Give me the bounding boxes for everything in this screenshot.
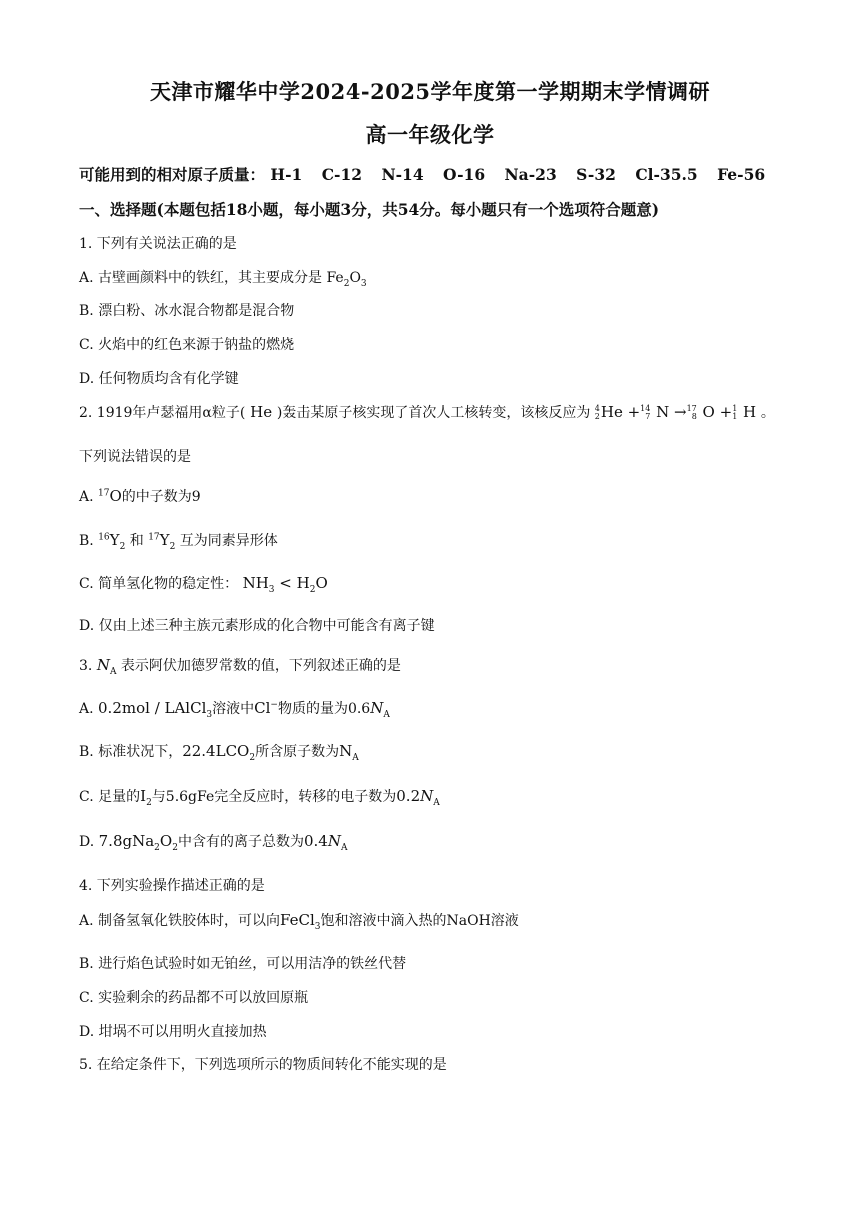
q4-option-b: B. 进行焰色试验时如无铂丝，可以用洁净的铁丝代替 bbox=[79, 956, 407, 972]
q3-option-d: D. $7.8gNa_2O_2$中含有的离子总数为$0.4N_A$ bbox=[79, 832, 348, 853]
q3-option-c: C. 足量的$I_2$与5.6gFe完全反应时，转移的电子数为$0.2N_A$ bbox=[79, 787, 440, 808]
nuclear-equation: 4 2 He + 14 7 N → 17 8 O + 1 1 H bbox=[594, 403, 761, 421]
q5-stem: 5. 在给定条件下，下列选项所示的物质间转化不能实现的是 bbox=[79, 1057, 447, 1073]
q4-stem: 4. 下列实验操作描述正确的是 bbox=[79, 878, 265, 894]
q2-option-c: C. 简单氢化物的稳定性： $NH_3 < H_2O$ bbox=[79, 574, 328, 595]
q4-option-a: A. 制备氢氧化铁胶体时，可以向FeCl$_3$饱和溶液中滴入热的NaOH溶液 bbox=[79, 911, 519, 932]
q3-stem: 3. $N_A$ 表示阿伏加德罗常数的值，下列叙述正确的是 bbox=[79, 656, 401, 677]
mass-item: Fe-56 bbox=[717, 165, 766, 184]
atomic-masses bbox=[79, 163, 779, 185]
q1-option-d: D. 任何物质均含有化学键 bbox=[79, 371, 239, 387]
mass-item: Cl-35.5 bbox=[635, 165, 698, 184]
mass-item: Na-23 bbox=[504, 165, 557, 184]
q1-option-b: B. 漂白粉、冰水混合物都是混合物 bbox=[79, 303, 295, 319]
q1-option-c: C. 火焰中的红色来源于钠盐的燃烧 bbox=[79, 337, 295, 353]
section-heading: 一、选择题(本题包括18小题，每小题3分，共54分。每小题只有一个选项符合题意) bbox=[79, 200, 660, 219]
q1-stem: 1. 下列有关说法正确的是 bbox=[79, 236, 237, 252]
mass-item: N-14 bbox=[381, 165, 424, 184]
page-title: 天津市耀华中学2024-2025学年度第一学期期末学情调研 bbox=[149, 79, 711, 104]
q4-option-d: D. 坩埚不可以用明火直接加热 bbox=[79, 1024, 267, 1040]
mass-item: C-12 bbox=[321, 165, 363, 184]
q2-option-b: B. $^{16}Y_2$ 和 $^{17}Y_2$ 互为同素异形体 bbox=[79, 531, 278, 552]
q2-option-a: A. $^{17}$O的中子数为9 bbox=[79, 487, 201, 505]
q2-option-d: D. 仅由上述三种主族元素形成的化合物中可能含有离子键 bbox=[79, 618, 435, 634]
q3-option-a: A. 0.2mol / LAlCl$_3$溶液中Cl−物质的量为$0.6N_A$ bbox=[79, 699, 390, 720]
q2-stem: 2. 1919年卢瑟福用α粒子( He )轰击某原子核实现了首次人工核转变，该核反应为 4 2 He + 14 7 N → 17 8 O + 1 1 H 。 bbox=[79, 403, 775, 421]
mass-item: S-32 bbox=[576, 165, 616, 184]
q4-option-c: C. 实验剩余的药品都不可以放回原瓶 bbox=[79, 990, 309, 1006]
mass-item: H-1 bbox=[270, 165, 303, 184]
q3-option-b: B. 标准状况下，$22.4LCO_2$所含原子数为$N_A$ bbox=[79, 742, 359, 763]
page-subtitle: 高一年级化学 bbox=[365, 122, 495, 147]
q1-option-a: A. 古壁画颜料中的铁红，其主要成分是 $Fe_2O_3$ bbox=[79, 270, 367, 289]
masses-label: 可能用到的相对原子质量： bbox=[79, 165, 266, 184]
q2-stem-2: 下列说法错误的是 bbox=[79, 449, 191, 465]
mass-item: O-16 bbox=[443, 165, 486, 184]
